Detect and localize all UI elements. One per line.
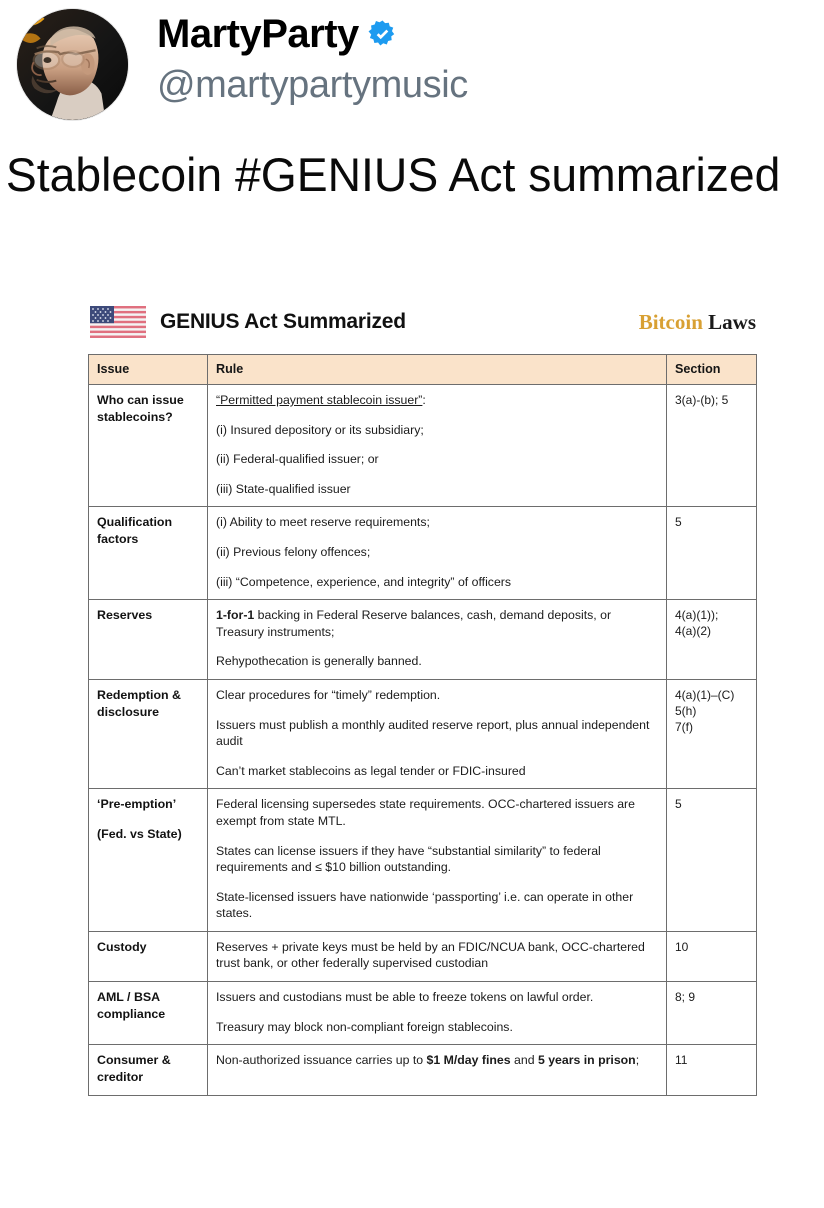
cell-issue xyxy=(89,385,208,507)
cell-rule xyxy=(208,789,667,932)
verified-badge-icon xyxy=(367,19,398,50)
rule-paragraph: (ii) Previous felony offences; xyxy=(216,544,371,559)
rule-paragraph: Issuers must publish a monthly audited reserve report, plus annual independent audit xyxy=(216,717,650,749)
section-line: 11 xyxy=(675,1053,688,1068)
rule-paragraph: (ii) Federal-qualified issuer; or xyxy=(216,452,379,467)
cell-section xyxy=(667,789,757,932)
table-header-row xyxy=(89,355,757,385)
rule-paragraph: Treasury may block non-compliant foreign stablecoins. xyxy=(216,1019,513,1034)
cell-section xyxy=(667,679,757,788)
name-row xyxy=(157,14,468,54)
handle[interactable]: @martypartymusic xyxy=(157,64,468,106)
issue-line: Reserves xyxy=(97,608,153,623)
cell-issue xyxy=(89,982,208,1045)
rule-paragraph: Reserves + private keys must be held by an FDIC/NCUA bank, OCC-chartered trust bank, or other federally supervised custodian xyxy=(216,939,645,971)
table-row xyxy=(89,679,757,788)
cell-issue xyxy=(89,1045,208,1095)
section-line: 5 xyxy=(675,515,682,530)
section-line: 4(a)(2) xyxy=(675,624,712,639)
issue-line: Consumer & creditor xyxy=(97,1053,171,1084)
cell-issue xyxy=(89,931,208,981)
rule-paragraph: (i) Ability to meet reserve requirements; xyxy=(216,515,430,530)
cell-issue xyxy=(89,789,208,932)
table-row xyxy=(89,385,757,507)
rule-paragraph: “Permitted payment stablecoin issuer”: xyxy=(216,393,426,407)
issue-line: Redemption & disclosure xyxy=(97,687,181,719)
issue-line: Custody xyxy=(97,939,147,954)
table-row xyxy=(89,931,757,981)
rule-paragraph: State-licensed issuers have nationwide ‘passporting’ i.e. can operate in other states. xyxy=(216,889,634,921)
cell-rule xyxy=(208,1045,667,1095)
rule-paragraph: (iii) “Competence, experience, and integrity” of officers xyxy=(216,574,512,589)
issue-line: Qualification factors xyxy=(97,515,173,547)
profile-avatar-image xyxy=(17,9,128,120)
identity-block xyxy=(157,8,468,107)
table-row xyxy=(89,982,757,1045)
cell-rule xyxy=(208,600,667,680)
tweet-body-text: Stablecoin #GENIUS Act summarized xyxy=(5,148,781,201)
cell-issue xyxy=(89,507,208,600)
cell-section xyxy=(667,385,757,507)
table-body xyxy=(89,385,757,1096)
cell-section xyxy=(667,507,757,600)
embedded-image-card[interactable] xyxy=(88,300,758,1096)
rule-paragraph: (iii) State-qualified issuer xyxy=(216,481,351,496)
avatar[interactable] xyxy=(16,8,129,121)
rule-paragraph: Issuers and custodians must be able to freeze tokens on lawful order. xyxy=(216,990,594,1005)
section-line: 7(f) xyxy=(675,720,693,735)
section-line: 3(a)-(b); 5 xyxy=(675,393,729,407)
column-header-rule: Rule xyxy=(208,355,667,385)
cell-rule xyxy=(208,679,667,788)
cell-section xyxy=(667,931,757,981)
genius-act-table xyxy=(88,354,757,1096)
column-header-issue: Issue xyxy=(89,355,208,385)
cell-issue xyxy=(89,679,208,788)
table-row xyxy=(89,1045,757,1095)
issue-line: ‘Pre-emption’ xyxy=(97,797,177,812)
column-header-section: Section xyxy=(667,355,757,385)
cell-issue xyxy=(89,600,208,680)
bitcoin-laws-logo xyxy=(639,310,758,335)
cell-rule xyxy=(208,385,667,507)
rule-paragraph: Clear procedures for “timely” redemption. xyxy=(216,687,441,702)
tweet-header xyxy=(0,0,824,120)
cell-rule xyxy=(208,507,667,600)
cell-section xyxy=(667,982,757,1045)
section-line: 4(a)(1)); xyxy=(675,608,719,623)
issue-line: AML / BSA compliance xyxy=(97,990,166,1021)
section-line: 5(h) xyxy=(675,704,697,719)
issue-line: Who can issue stablecoins? xyxy=(97,393,184,424)
card-header xyxy=(88,300,758,344)
rule-paragraph: Federal licensing supersedes state requirements. OCC-chartered issuers are exempt from state MTL. xyxy=(216,797,635,828)
table-row xyxy=(89,789,757,932)
cell-rule xyxy=(208,931,667,981)
cell-rule xyxy=(208,982,667,1045)
cell-section xyxy=(667,600,757,680)
display-name[interactable]: MartyParty xyxy=(157,12,359,56)
cell-section xyxy=(667,1045,757,1095)
rule-paragraph: Can’t market stablecoins as legal tender or FDIC-insured xyxy=(216,763,526,778)
table-row xyxy=(89,600,757,680)
rule-paragraph: 1-for-1 backing in Federal Reserve balances, cash, demand deposits, or Treasury instruments; xyxy=(216,608,612,639)
table-head xyxy=(89,355,757,385)
brand-primary: Bitcoin xyxy=(638,309,703,334)
section-line: 4(a)(1)–(C) xyxy=(675,687,735,702)
rule-paragraph: Non-authorized issuance carries up to $1 M/day fines and 5 years in prison; xyxy=(216,1053,640,1068)
rule-paragraph: (i) Insured depository or its subsidiary; xyxy=(216,422,424,437)
rule-paragraph: States can license issuers if they have “substantial similarity” to federal requirements and ≤ $10 billion outstanding. xyxy=(216,843,601,875)
brand-secondary: Laws xyxy=(708,309,756,334)
issue-line: (Fed. vs State) xyxy=(97,827,182,842)
card-title: GENIUS Act Summarized xyxy=(160,310,406,333)
rule-paragraph: Rehypothecation is generally banned. xyxy=(216,654,422,669)
section-line: 8; 9 xyxy=(675,990,696,1005)
table-row xyxy=(89,507,757,600)
us-flag-icon xyxy=(90,306,146,338)
section-line: 5 xyxy=(675,797,682,812)
section-line: 10 xyxy=(675,939,689,954)
